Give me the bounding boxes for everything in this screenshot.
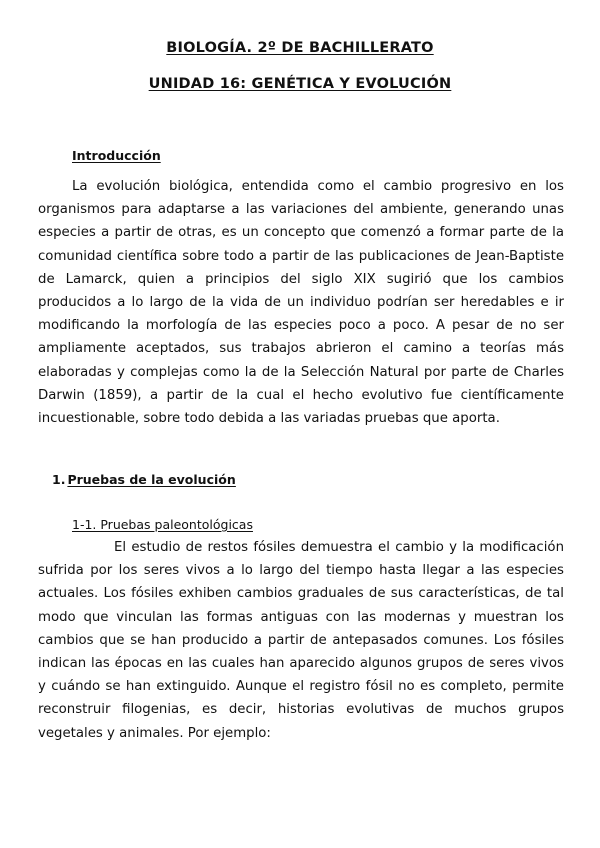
intro-paragraph: La evolución biológica, entendida como el cambio progresivo en los organismos para adaptarse a las variaciones del ambiente, generando unas especies a partir de otras, es un concepto que comenzó a formar parte de la comunidad científica sobre todo a partir de las publicaciones de Jean-Baptiste de Lamarck, quien a principios del siglo XIX sugirió que los cambios producidos a lo largo de la vida de un individuo podrían ser heredables e ir modificando la morfología de las especies poco a poco. A pesar de no ser ampliamente aceptados, sus trabajos abrieron el camino a teorías más elaboradas y complejas como la de la Selección Natural por parte de Charles Darwin (1859), a partir de la cual el hecho evolutivo fue científicamente incuestionable, sobre todo debida a las variadas pruebas que aporta.	[38, 179, 564, 427]
subsection-1-1-heading: 1-1. Pruebas paleontológicas	[72, 517, 253, 532]
section-1-number: 1.	[52, 472, 66, 487]
unit-title: UNIDAD 16: GENÉTICA Y EVOLUCIÓN	[148, 76, 452, 92]
section-1-heading	[52, 472, 236, 487]
section-1-label: Pruebas de la evolución	[67, 472, 236, 487]
intro-heading: Introducción	[72, 148, 161, 163]
subsection-1-1-paragraph: El estudio de restos fósiles demuestra el cambio y la modificación sufrida por los seres vivos a lo largo del tiempo hasta llegar a las especies actuales. Los fósiles exhiben cambios graduales de sus características, de tal modo que vinculan las formas antiguas con las modernas y muestran los cambios que se han producido a partir de antepasados comunes. Los fósiles indican las épocas en las cuales han aparecido algunos grupos de seres vivos y cuándo se han extinguido. Aunque el registro fósil no es completo, permite reconstruir filogenias, es decir, historias evolutivas de muchos grupos vegetales y animales. Por ejemplo:	[38, 540, 564, 741]
document-title: BIOLOGÍA. 2º DE BACHILLERATO	[166, 40, 434, 56]
